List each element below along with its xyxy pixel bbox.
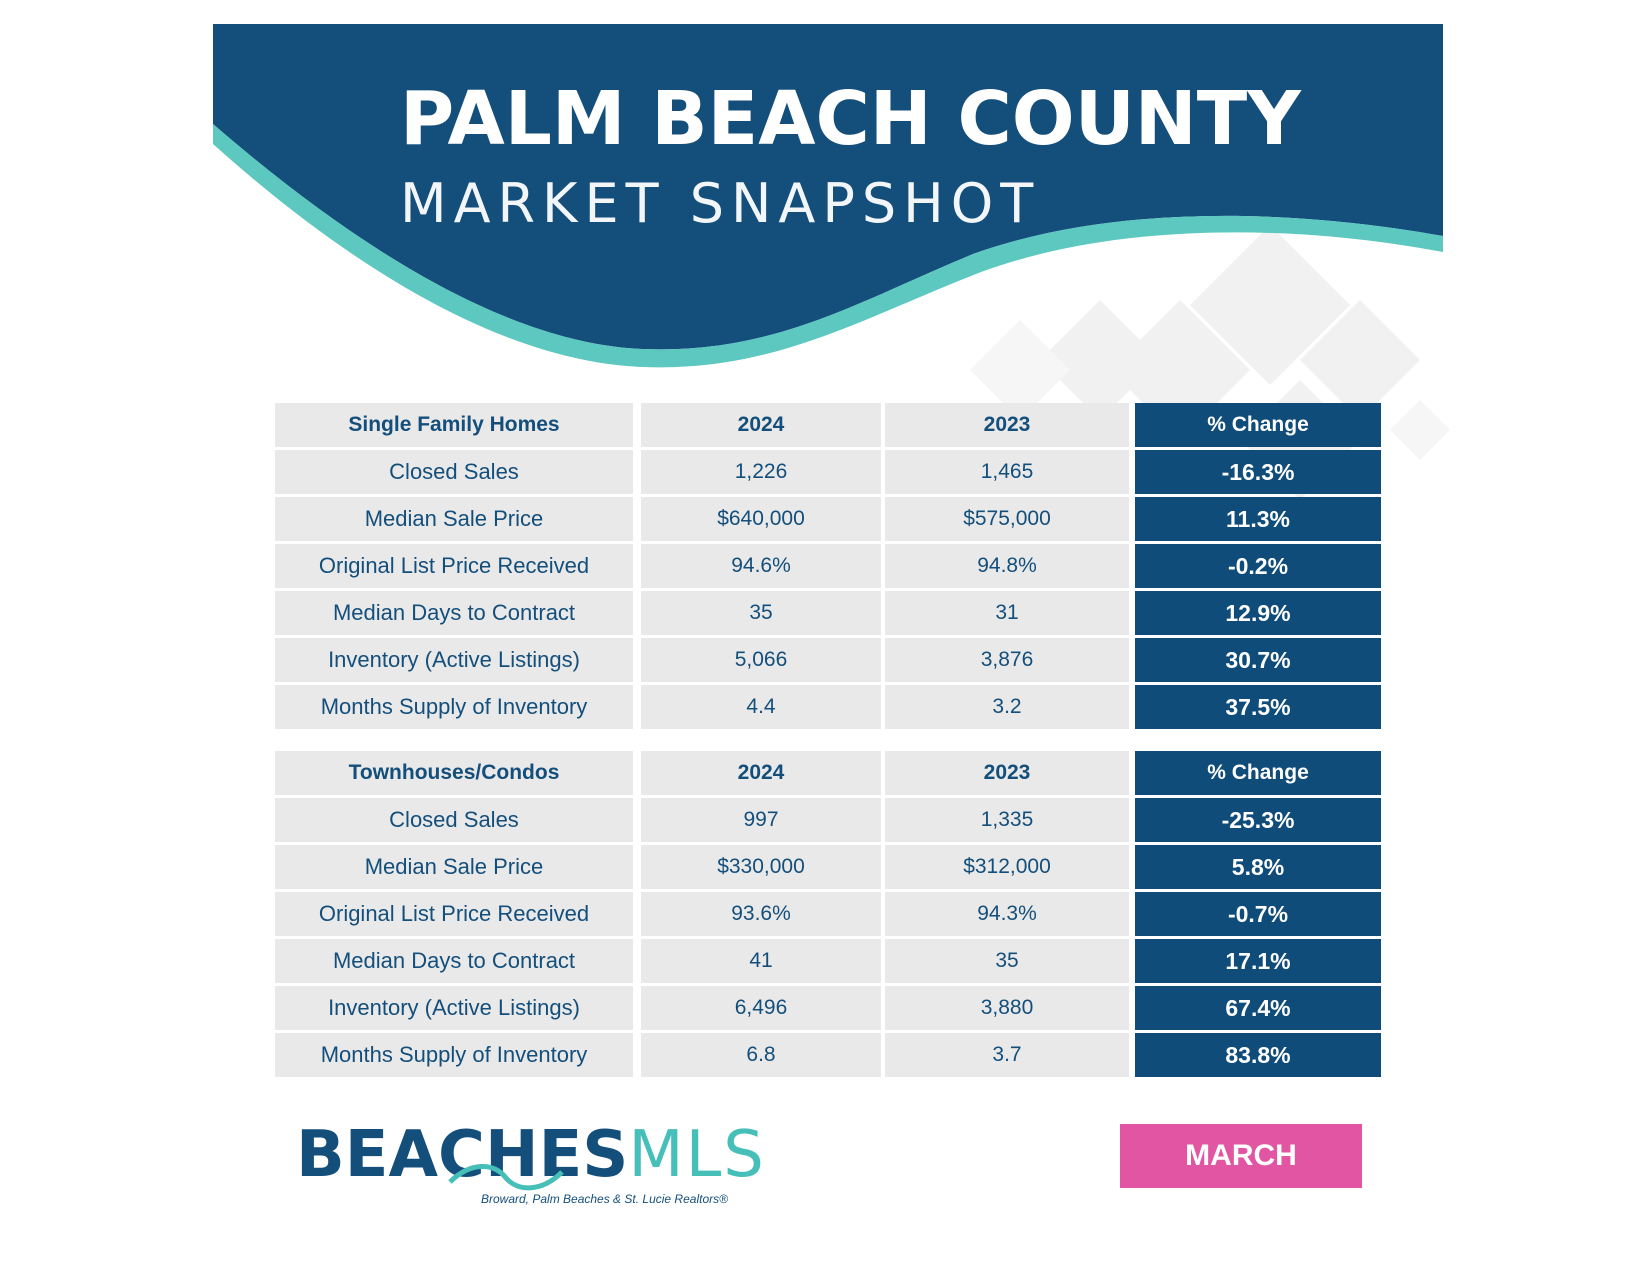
value-2024: 997 — [641, 798, 881, 842]
value-2023: $575,000 — [885, 497, 1129, 541]
value-2024: $330,000 — [641, 845, 881, 889]
value-2023: 3,876 — [885, 638, 1129, 682]
beaches-mls-logo — [296, 1118, 766, 1210]
value-2023: 94.8% — [885, 544, 1129, 588]
row-label: Closed Sales — [275, 798, 633, 842]
month-badge: MARCH — [1120, 1124, 1362, 1188]
table-row — [275, 638, 1383, 682]
column-header-change: % Change — [1135, 751, 1381, 795]
table-row — [275, 939, 1383, 983]
table-header-row — [275, 751, 1383, 795]
value-change: -16.3% — [1135, 450, 1381, 494]
value-2023: 35 — [885, 939, 1129, 983]
row-label: Inventory (Active Listings) — [275, 986, 633, 1030]
value-2023: 94.3% — [885, 892, 1129, 936]
row-label: Closed Sales — [275, 450, 633, 494]
table-row — [275, 450, 1383, 494]
value-2024: 5,066 — [641, 638, 881, 682]
value-change: -0.7% — [1135, 892, 1381, 936]
table-row — [275, 798, 1383, 842]
value-2024: 41 — [641, 939, 881, 983]
value-change: 5.8% — [1135, 845, 1381, 889]
value-2024: 94.6% — [641, 544, 881, 588]
table-row — [275, 892, 1383, 936]
table-row — [275, 1033, 1383, 1077]
value-2024: 6,496 — [641, 986, 881, 1030]
table-row — [275, 845, 1383, 889]
value-2023: 1,465 — [885, 450, 1129, 494]
table-row — [275, 685, 1383, 729]
table-row — [275, 986, 1383, 1030]
value-2023: 3.7 — [885, 1033, 1129, 1077]
value-2023: 31 — [885, 591, 1129, 635]
column-header-2023: 2023 — [885, 403, 1129, 447]
row-label: Original List Price Received — [275, 892, 633, 936]
row-label: Median Days to Contract — [275, 591, 633, 635]
value-2024: 4.4 — [641, 685, 881, 729]
row-label: Median Sale Price — [275, 497, 633, 541]
row-label: Original List Price Received — [275, 544, 633, 588]
row-label: Inventory (Active Listings) — [275, 638, 633, 682]
column-header-2024: 2024 — [641, 403, 881, 447]
page-subtitle: MARKET SNAPSHOT — [400, 172, 1041, 235]
value-2024: 35 — [641, 591, 881, 635]
value-change: 37.5% — [1135, 685, 1381, 729]
value-2024: 1,226 — [641, 450, 881, 494]
logo-word-light: MLS — [628, 1118, 766, 1192]
row-label: Median Sale Price — [275, 845, 633, 889]
value-change: 83.8% — [1135, 1033, 1381, 1077]
value-change: -25.3% — [1135, 798, 1381, 842]
value-change: 30.7% — [1135, 638, 1381, 682]
table-row — [275, 544, 1383, 588]
column-header-2024: 2024 — [641, 751, 881, 795]
column-header-change: % Change — [1135, 403, 1381, 447]
table-row — [275, 497, 1383, 541]
value-change: 17.1% — [1135, 939, 1381, 983]
value-2023: 1,335 — [885, 798, 1129, 842]
value-2024: $640,000 — [641, 497, 881, 541]
row-label: Months Supply of Inventory — [275, 685, 633, 729]
row-label: Median Days to Contract — [275, 939, 633, 983]
value-change: 67.4% — [1135, 986, 1381, 1030]
table-row — [275, 591, 1383, 635]
logo-word-dark: BEACHES — [296, 1118, 629, 1192]
row-label: Months Supply of Inventory — [275, 1033, 633, 1077]
value-2023: 3,880 — [885, 986, 1129, 1030]
value-2023: 3.2 — [885, 685, 1129, 729]
value-change: -0.2% — [1135, 544, 1381, 588]
page-title: PALM BEACH COUNTY — [400, 76, 1301, 162]
logo-tagline: Broward, Palm Beaches & St. Lucie Realtors® — [481, 1192, 728, 1206]
table-title: Single Family Homes — [275, 403, 633, 447]
value-change: 11.3% — [1135, 497, 1381, 541]
value-2024: 6.8 — [641, 1033, 881, 1077]
table-header-row — [275, 403, 1383, 447]
value-change: 12.9% — [1135, 591, 1381, 635]
value-2024: 93.6% — [641, 892, 881, 936]
column-header-2023: 2023 — [885, 751, 1129, 795]
value-2023: $312,000 — [885, 845, 1129, 889]
table-title: Townhouses/Condos — [275, 751, 633, 795]
